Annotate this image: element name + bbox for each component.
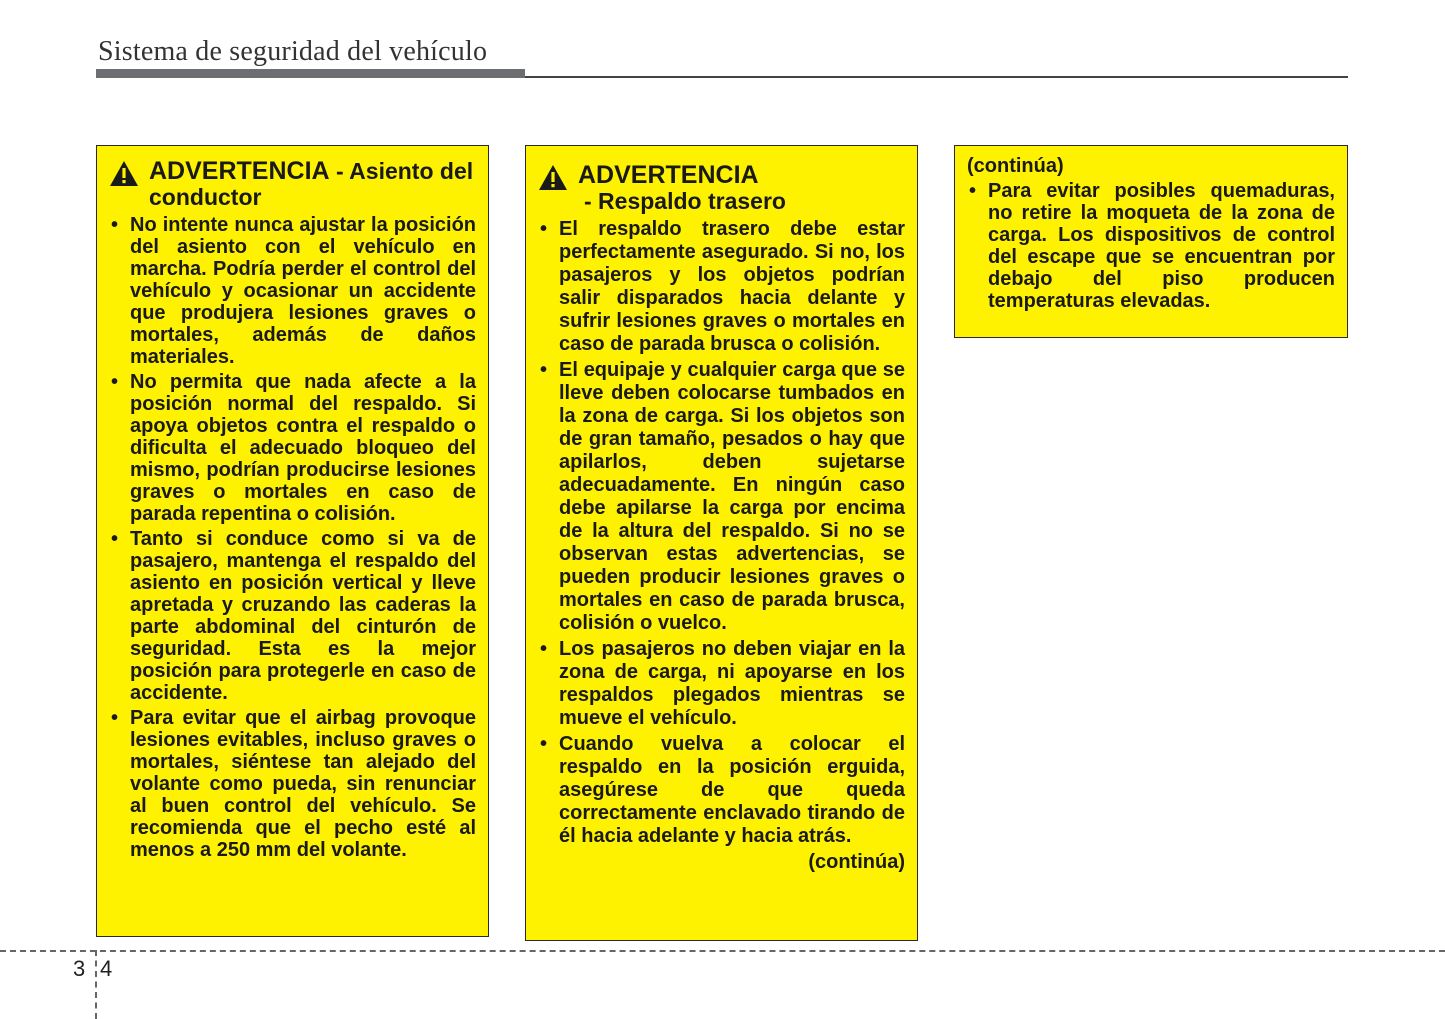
warning-box-continued xyxy=(954,145,1348,338)
section-number: 3 xyxy=(73,956,86,981)
warning-heading-main: ADVERTENCIA xyxy=(578,161,759,189)
list-item: • El equipaje y cualquier carga que se lleve deben colocarse tumbados en la zona de carga. Si los objetos son de gran tamaño, pesados o hay que apilarlos, deben sujetarse adecuadamente. En ningún caso debe apilarse la carga por encima de la altura del respaldo. Si no se observan estas advertencias, se pueden producir lesiones graves o mortales en caso de parada brusca, colisión o vuelco. xyxy=(538,359,905,635)
warning-box-rear-seatback xyxy=(525,145,918,941)
page-number: 4 xyxy=(100,956,113,981)
warning-heading-sub: - Asiento del conductor xyxy=(149,158,474,210)
list-item: • Para evitar que el airbag provoque lesiones evitables, incluso graves o mortales, siéntese tan alejado del volante como pueda, sin renunciar al buen control del vehículo. Se recomienda que el pecho esté al menos a 250 mm del volante. xyxy=(109,707,476,861)
warning-heading-sub: - Respaldo trasero xyxy=(584,188,786,214)
warning-box-driver-seat xyxy=(96,145,489,937)
list-item: • No permita que nada afecte a la posición normal del respaldo. Si apoya objetos contra el respaldo o dificulta el adecuado bloqueo del mismo, podrían producirse lesiones graves o mortales en caso de parada repentina o colisión. xyxy=(109,371,476,525)
warning-triangle-icon xyxy=(538,164,568,191)
warning-triangle-icon xyxy=(109,160,139,187)
page-header-title: Sistema de seguridad del vehículo xyxy=(98,36,488,67)
list-item: • Tanto si conduce como si va de pasajero, mantenga el respaldo del asiento en posición vertical y lleve apretada y cruzando las caderas la parte abdominal del cinturón de seguridad. Esta es la mejor posición para protegerle en caso de accidente. xyxy=(109,528,476,704)
footer-vertical-dashed-rule xyxy=(95,950,97,1019)
header-rule-thin xyxy=(525,76,1348,78)
continued-label: (continúa) xyxy=(808,851,905,873)
list-item: • Los pasajeros no deben viajar en la zona de carga, ni apoyarse en los respaldos plegados mientras se mueve el vehículo. xyxy=(538,638,905,730)
warning-heading xyxy=(109,158,476,210)
list-item: • No intente nunca ajustar la posición del asiento con el vehículo en marcha. Podría perder el control del vehículo y ocasionar un accidente que produjera lesiones graves o mortales, además de daños materiales. xyxy=(109,214,476,368)
footer-dashed-rule xyxy=(0,950,1445,952)
warning-heading-main: ADVERTENCIA xyxy=(149,157,330,185)
list-item: • Cuando vuelva a colocar el respaldo en la posición erguida, asegúrese de que queda correctamente enclavado tirando de él hacia adelante y hacia atrás. xyxy=(538,733,905,848)
header-rule-thick xyxy=(96,69,525,78)
list-item: • El respaldo trasero debe estar perfectamente asegurado. Si no, los pasajeros y los objetos podrían salir disparados hacia delante y sufrir lesiones graves o mortales en caso de parada brusca o colisión. xyxy=(538,218,905,356)
continued-label: (continúa) xyxy=(967,155,1064,177)
warning-heading xyxy=(538,162,905,214)
list-item: • Para evitar posibles quemaduras, no retire la moqueta de la zona de carga. Los dispositivos de control del escape que se encuentran por debajo del piso producen temperaturas elevadas. xyxy=(967,180,1335,312)
